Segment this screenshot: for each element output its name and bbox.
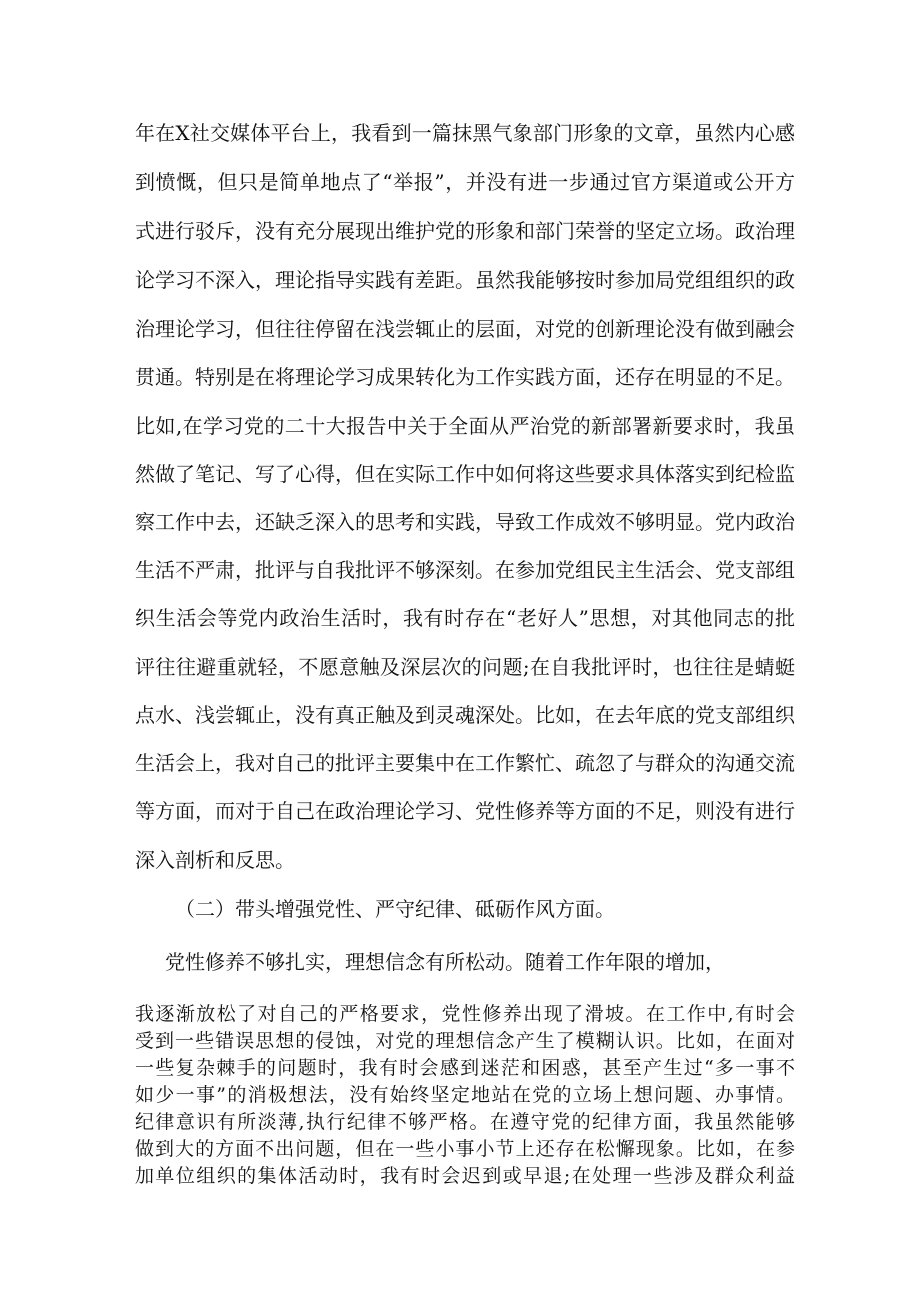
text-line: 加单位组织的集体活动时，我有时会迟到或早退;在处理一些涉及群众利益 bbox=[135, 1165, 795, 1187]
text-line: 然做了笔记、写了心得，但在实际工作中如何将这些要求具体落实到纪检监 bbox=[135, 462, 795, 486]
text-line: 我逐渐放松了对自己的严格要求，党性修养出现了滑坡。在工作中,有时会 bbox=[135, 1003, 795, 1025]
text-line: 评往往避重就轻，不愿意触及深层次的问题;在自我批评时，也往往是蜻蜓 bbox=[135, 655, 795, 679]
text-line: 察工作中去，还缺乏深入的思考和实践，导致工作成效不够明显。党内政治 bbox=[135, 510, 795, 534]
text-line: 点水、浅尝辄止，没有真正触及到灵魂深处。比如，在去年底的党支部组织 bbox=[135, 703, 795, 727]
text-line: 织生活会等党内政治生活时，我有时存在“老好人”思想，对其他同志的批 bbox=[135, 606, 795, 630]
text-line: 比如,在学习党的二十大报告中关于全面从严治党的新部署新要求时，我虽 bbox=[135, 414, 795, 438]
section-heading: （二）带头增强党性、严守纪律、砥砺作风方面。 bbox=[175, 897, 615, 921]
text-line: 如少一事”的消极想法，没有始终坚定地站在党的立场上想问题、办事情。 bbox=[135, 1084, 795, 1106]
text-line: 到愤慨，但只是简单地点了“举报”，并没有进一步通过官方渠道或公开方 bbox=[135, 170, 795, 194]
text-line: 论学习不深入，理论指导实践有差距。虽然我能够按时参加局党组组织的政 bbox=[135, 268, 795, 292]
text-line: 式进行驳斥，没有充分展现出维护党的形象和部门荣誉的坚定立场。政治理 bbox=[135, 219, 795, 243]
text-line: 生活不严肃，批评与自我批评不够深刻。在参加党组民主生活会、党支部组 bbox=[135, 558, 795, 582]
text-line: 生活会上，我对自己的批评主要集中在工作繁忙、疏忽了与群众的沟通交流 bbox=[135, 751, 795, 775]
text-line: 做到大的方面不出问题，但在一些小事小节上还存在松懈现象。比如，在参 bbox=[135, 1138, 795, 1160]
text-line: 治理论学习，但往往停留在浅尝辄止的层面，对党的创新理论没有做到融会 bbox=[135, 317, 795, 341]
text-line: 一些复杂棘手的问题时，我有时会感到迷茫和困惑，甚至产生过“多一事不 bbox=[135, 1057, 795, 1079]
text-line: 深入剖析和反思。 bbox=[135, 848, 295, 872]
text-line: 纪律意识有所淡薄,执行纪律不够严格。在遵守党的纪律方面，我虽然能够 bbox=[135, 1111, 795, 1133]
paragraph-2-first-line: 党性修养不够扎实，理想信念有所松动。随着工作年限的增加， bbox=[165, 950, 725, 974]
text-line: 等方面，而对于自己在政治理论学习、党性修养等方面的不足，则没有进行 bbox=[135, 799, 795, 823]
text-line: 年在X社交媒体平台上，我看到一篇抹黑气象部门形象的文章，虽然内心感 bbox=[135, 121, 795, 145]
text-line: 贯通。特别是在将理论学习成果转化为工作实践方面，还存在明显的不足。 bbox=[135, 365, 795, 389]
text-line: 受到一些错误思想的侵蚀，对党的理想信念产生了模糊认识。比如，在面对 bbox=[135, 1030, 795, 1052]
